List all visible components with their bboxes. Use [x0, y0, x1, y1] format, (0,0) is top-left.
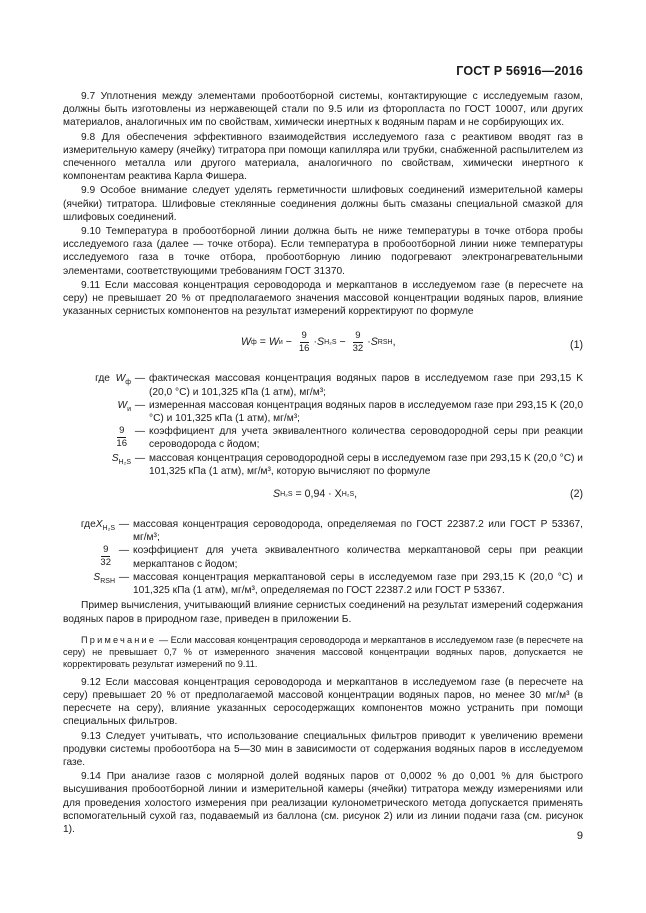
def-dash: —	[134, 452, 146, 464]
def-text: измеренная массовая концентрация водяных паров в исследуемом газе при 293,15 K (20,0 °C) и 101,325 кПа (1 атм), мг/м³;	[149, 399, 583, 425]
def-sym-main: S	[111, 452, 119, 464]
formula-1-w: W	[268, 336, 279, 349]
formula-2-rhs: = 0,94 · X	[295, 488, 342, 501]
formula-1-s1-sub: H₂S	[324, 339, 337, 347]
def-symbol	[63, 518, 115, 544]
formula-2-lhs-sub: H₂S	[280, 491, 293, 499]
def-sym-main: W	[117, 399, 128, 411]
formula-1-number: (1)	[570, 339, 583, 352]
def-text: фактическая массовая концентрация водяных паров в исследуемом газе при 293,15 K (20,0 °C) и 101,325 кПа (1 атм), мг/м³;	[149, 373, 583, 398]
formula-2-lhs: S	[273, 488, 281, 501]
formula-1	[63, 326, 583, 366]
frac-denominator: 32	[352, 343, 364, 355]
def-sym-sub: H₂S	[118, 458, 131, 466]
def-sym-sub: и	[127, 405, 131, 413]
example-paragraph: Пример вычисления, учитывающий влияние сернистых соединений на результат измерений содержания водяных паров в природном газе, приведен в приложении Б.	[63, 600, 583, 625]
def-sym-sub: ф	[125, 379, 131, 387]
def-symbol	[63, 544, 115, 570]
formula-1-minus-2: −	[339, 336, 346, 349]
def-fraction	[114, 425, 129, 450]
frac-numerator: 9	[103, 544, 109, 556]
formula-1-dot-1: ·	[313, 336, 317, 349]
def-sym-main: X	[95, 519, 103, 531]
formula-1-minus-1: −	[285, 336, 292, 349]
def-symbol	[63, 372, 131, 398]
def-symbol	[63, 425, 131, 451]
def-text: массовая концентрация сероводорода, определяемая по ГОСТ 22387.2 или ГОСТ Р 53367, мг/м³;	[133, 519, 583, 544]
formula-2-number: (2)	[570, 488, 583, 501]
formula-2	[63, 486, 583, 512]
frac-denominator: 16	[116, 438, 127, 450]
frac-denominator: 32	[100, 557, 111, 569]
formula-1-body	[241, 330, 396, 355]
def-text: массовая концентрация меркаптановой серы в исследуемом газе при 293,15 K (20,0 °C) и 101,325 кПа (1 атм), мг/м³, определяемая по ГОСТ 22387.2 или ГОСТ Р 53367.	[133, 571, 583, 597]
def-dash: —	[134, 426, 146, 438]
frac-numerator: 9	[119, 425, 125, 437]
def-dash: —	[134, 399, 146, 411]
where-label: где	[80, 519, 96, 531]
formula-1-lhs-sub: ф	[251, 339, 257, 347]
definitions-1	[63, 372, 583, 478]
note-text: Если массовая концентрация сероводорода и меркаптанов в исследуемом газе (в пересчете на серу) не превышает 0,7 % от измеренного значения массовой концентрации водяных паров, допускается не корректировать результат измерений по 9.11.	[63, 634, 583, 669]
where-label: где	[95, 373, 110, 385]
def-sym-main: S	[93, 571, 101, 583]
paragraph-9-8: 9.8 Для обеспечения эффективного взаимодействия исследуемого газа с реактивом вводят газ в измерительную камеру (ячейку) титратора при помощи капилляра или трубки, снабженной распылителем из спеченного металла или другого материала, аналогичного по свойствам, химически инертного к компонентам реактива Карла Фишера.	[63, 131, 583, 183]
formula-1-tail: ,	[392, 336, 396, 349]
def-dash: —	[118, 545, 130, 557]
paragraph-9-13: 9.13 Следует учитывать, что использование специальных фильтров приводит к увеличению времени продувки системы пробоотбора на 5—30 мин в зависимости от содержания водяных паров в исследуемом газе.	[63, 730, 583, 768]
formula-2-tail: ,	[354, 488, 358, 501]
frac-denominator: 16	[298, 343, 310, 355]
def-text: коэффициент для учета эквивалентного количества меркаптановой серы при реакции меркаптанов с йодом;	[133, 545, 583, 570]
formula-1-s1: S	[316, 336, 325, 349]
note-dash: —	[158, 634, 169, 645]
paragraph-9-11: 9.11 Если массовая концентрация сероводорода и меркаптанов в исследуемом газе (в пересчете на серу) не превышает 20 % от предполагаемого значения массовой концентрации водяных паров, влияние указанных сернистых компонентов на результат измерений корректируют по формуле	[63, 279, 583, 318]
def-symbol	[63, 571, 115, 597]
document-header: ГОСТ Р 56916—2016	[456, 64, 583, 78]
def-sym-sub: RSH	[100, 577, 115, 585]
frac-numerator: 9	[301, 330, 307, 342]
formula-1-lhs: W	[241, 336, 251, 349]
formula-1-s2: S	[370, 336, 378, 349]
formula-1-frac-1	[297, 330, 312, 355]
definitions-2	[63, 518, 583, 597]
def-dash: —	[134, 373, 146, 385]
formula-1-w-sub: и	[278, 339, 283, 347]
paragraph-9-10: 9.10 Температура в пробоотборной линии должна быть не ниже температуры в точке отбора пробы исследуемого газа (далее — точке отбора). Если температура в пробоотборной линии ниже температуры исследуемого газа в точке отбора, пробоотборную линию подогревают электронагревательными элементами, соответствующими требованиям ГОСТ 31370.	[63, 226, 583, 277]
paragraph-9-14: 9.14 При анализе газов с молярной долей водяных паров от 0,0002 % до 0,001 % для быстрого высушивания пробоотборной линии и измерительной камеры (ячейки) титратора между измерениями или для проведения холостого измерения при реализации кулонометрического метода допускается применять вспомогательный сухой газ, подаваемый из баллона (см. рисунок 2) или из линии подачи газа (см. рисунок 1).	[63, 771, 583, 835]
def-sym-main: W	[115, 373, 126, 385]
formula-2-body	[273, 488, 357, 501]
paragraph-9-9: 9.9 Особое внимание следует уделять герметичности шлифовых соединений измерительной камеры (ячейки) титратора. Шлифовые стеклянные соединения должны быть смазаны специальной смазкой для шлифовых соединений.	[63, 185, 583, 223]
note-label: Примечание	[81, 634, 157, 645]
page-content	[63, 90, 583, 837]
def-dash: —	[118, 571, 130, 583]
def-text: коэффициент для учета эквивалентного количества сероводородной серы при реакции сероводорода с йодом;	[149, 426, 583, 451]
def-symbol	[63, 399, 131, 425]
def-symbol	[63, 452, 131, 478]
formula-1-eq: =	[259, 336, 266, 349]
formula-1-s2-sub: RSH	[377, 339, 393, 347]
def-fraction	[98, 544, 113, 569]
page-number: 9	[576, 830, 583, 842]
note	[63, 634, 583, 670]
paragraph-9-7: 9.7 Уплотнения между элементами пробоотборной системы, контактирующие с исследуемым газом, должны быть изготовлены из нержавеющей стали по 9.5 или из фторопласта по ГОСТ 10007, или других материалов, аналогичных им по свойствам, химически инертных к водяным парам и не сорбирующих их.	[63, 91, 583, 129]
frac-numerator: 9	[355, 330, 361, 342]
paragraph-9-12: 9.12 Если массовая концентрация сероводорода и меркаптанов в исследуемом газе (в пересчете на серу) превышает 20 % от предполагаемой массовой концентрации водяных паров, но менее 30 мг/м³ (в пересчете на серу), влияние указанных серосодержащих компонентов можно устранить при помощи специальных фильтров.	[63, 676, 583, 728]
def-text: массовая концентрация сероводородной серы в исследуемом газе при 293,15 K (20,0 °C) и 101,325 кПа (1 атм), мг/м³, которую вычисляют по формуле	[149, 452, 583, 477]
formula-1-frac-2	[351, 330, 366, 355]
def-dash: —	[118, 519, 130, 531]
formula-1-dot-2: ·	[367, 336, 371, 349]
def-sym-sub: H₂S	[102, 525, 115, 533]
formula-2-rhs-sub: H₂S	[341, 491, 355, 499]
